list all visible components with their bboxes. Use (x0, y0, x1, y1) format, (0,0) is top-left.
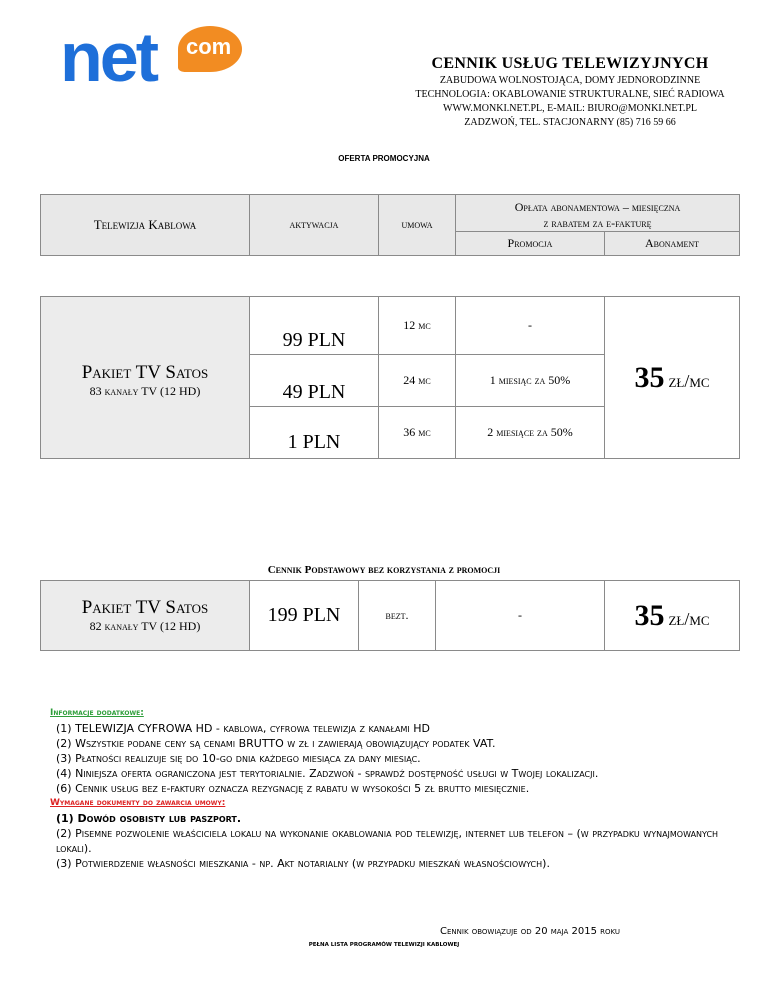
docs-item-2: (2) Pisemne pozwolenie właściciela lokalu na wykonanie okablowania pod telewizję, internet lub telefon – (w przypadku wynajmowanych lokali). (56, 827, 719, 855)
info-item-2: (2) Wszystkie podane ceny są cenami BRUTTO w zł i zawierają obowiązujący podatek VAT. (56, 737, 496, 750)
basic-activation: 199 PLN (250, 581, 359, 651)
promo-row-3: 2 miesiące za 50% (456, 407, 605, 459)
promo-price-unit: zł/mc (668, 370, 710, 391)
info-item-1: (1) TELEWIZJA CYFROWA HD - kablowa, cyfrowa telewizja z kanałami HD (56, 722, 430, 735)
page-title: CENNIK USŁUG TELEWIZYJNYCH (431, 55, 709, 72)
basic-package-channels: 82 kanały TV (12 HD) (89, 619, 201, 633)
basic-price-unit: zł/mc (668, 608, 710, 629)
docs-item-3: (3) Potwierdzenie własności mieszkania - np. Akt notarialny (w przypadku mieszkań własnościowych). (56, 857, 550, 870)
promo-package-channels: 83 kanały TV (12 HD) (89, 384, 201, 398)
header-oplata (456, 195, 740, 232)
info-item-3: (3) Płatności realizuje się do 10-go dnia każdego miesiąca za dany miesiąc. (56, 752, 421, 765)
term-row-1: 12 mc (379, 297, 456, 355)
promo-price-cell (605, 297, 740, 459)
basic-term: bezt. (359, 581, 436, 651)
header-promocja: Promocja (456, 232, 605, 256)
promo-package-cell (41, 297, 250, 459)
header-abonament: Abonament (605, 232, 740, 256)
header-oplata-line1: Opłata abonamentowa – miesięczna (514, 200, 681, 214)
header-aktywacja: aktywacja (250, 195, 379, 256)
logo (60, 18, 240, 102)
logo-net: net (60, 18, 156, 96)
basic-pricing-label: Cennik Podstawowy bez korzystania z promocji (267, 564, 501, 576)
header-line-1: ZABUDOWA WOLNOSTOJĄCA, DOMY JEDNORODZINNE (439, 75, 701, 86)
info-heading: Informacje dodatkowe: (50, 708, 144, 718)
basic-price-number: 35 (634, 598, 665, 632)
header-oplata-line2: z rabatem za e-fakturę (543, 216, 652, 230)
info-section (50, 706, 750, 871)
basic-package-name: Pakiet TV Satos (81, 597, 209, 618)
docs-item-1: (1) Dowód osobisty lub paszport. (56, 812, 242, 825)
promo-row-1: - (456, 297, 605, 355)
term-row-2: 24 mc (379, 355, 456, 407)
price-table-header (40, 194, 740, 256)
info-item-4: (4) Niniejsza oferta ograniczona jest terytorialnie. Zadzwoń - sprawdź dostępność usługi w Twojej lokalizacji. (56, 767, 599, 780)
header-line-3: WWW.MONKI.NET.PL, E-MAIL: BIURO@MONKI.NET.PL (443, 103, 697, 114)
info-item-6: (6) Cennik usług bez e-faktury oznacza rezygnację z rabatu w wysokości 5 zł brutto miesięcznie. (56, 782, 530, 795)
promo-package-name: Pakiet TV Satos (81, 362, 209, 383)
promo-table (40, 296, 740, 459)
header-line-4: ZADZWOŃ, TEL. STACJONARNY (85) 716 59 66 (464, 117, 676, 128)
channel-list-link[interactable]: PEŁNA LISTA PROGRAMÓW TELEWIZJI KABLOWEJ (308, 942, 460, 948)
basic-table (40, 580, 740, 651)
docs-heading: Wymagane dokumenty do zawarcia umowy: (50, 798, 226, 808)
promo-price-number: 35 (634, 360, 665, 394)
header-tv-kablowa: Telewizja Kablowa (41, 195, 250, 256)
activation-row-1: 99 PLN (250, 297, 379, 355)
logo-com: com (186, 34, 232, 59)
basic-promo: - (436, 581, 605, 651)
header-line-2: TECHNOLOGIA: OKABLOWANIE STRUKTURALNE, SIEĆ RADIOWA (415, 89, 725, 100)
valid-from-note: Cennik obowiązuje od 20 maja 2015 roku (440, 926, 621, 937)
activation-row-2: 49 PLN (250, 355, 379, 407)
header-umowa: umowa (379, 195, 456, 256)
basic-price-cell (605, 581, 740, 651)
basic-package-cell (41, 581, 250, 651)
activation-row-3: 1 PLN (250, 407, 379, 459)
promo-label: OFERTA PROMOCYJNA (338, 154, 430, 163)
term-row-3: 36 mc (379, 407, 456, 459)
promo-row-2: 1 miesiąc za 50% (456, 355, 605, 407)
